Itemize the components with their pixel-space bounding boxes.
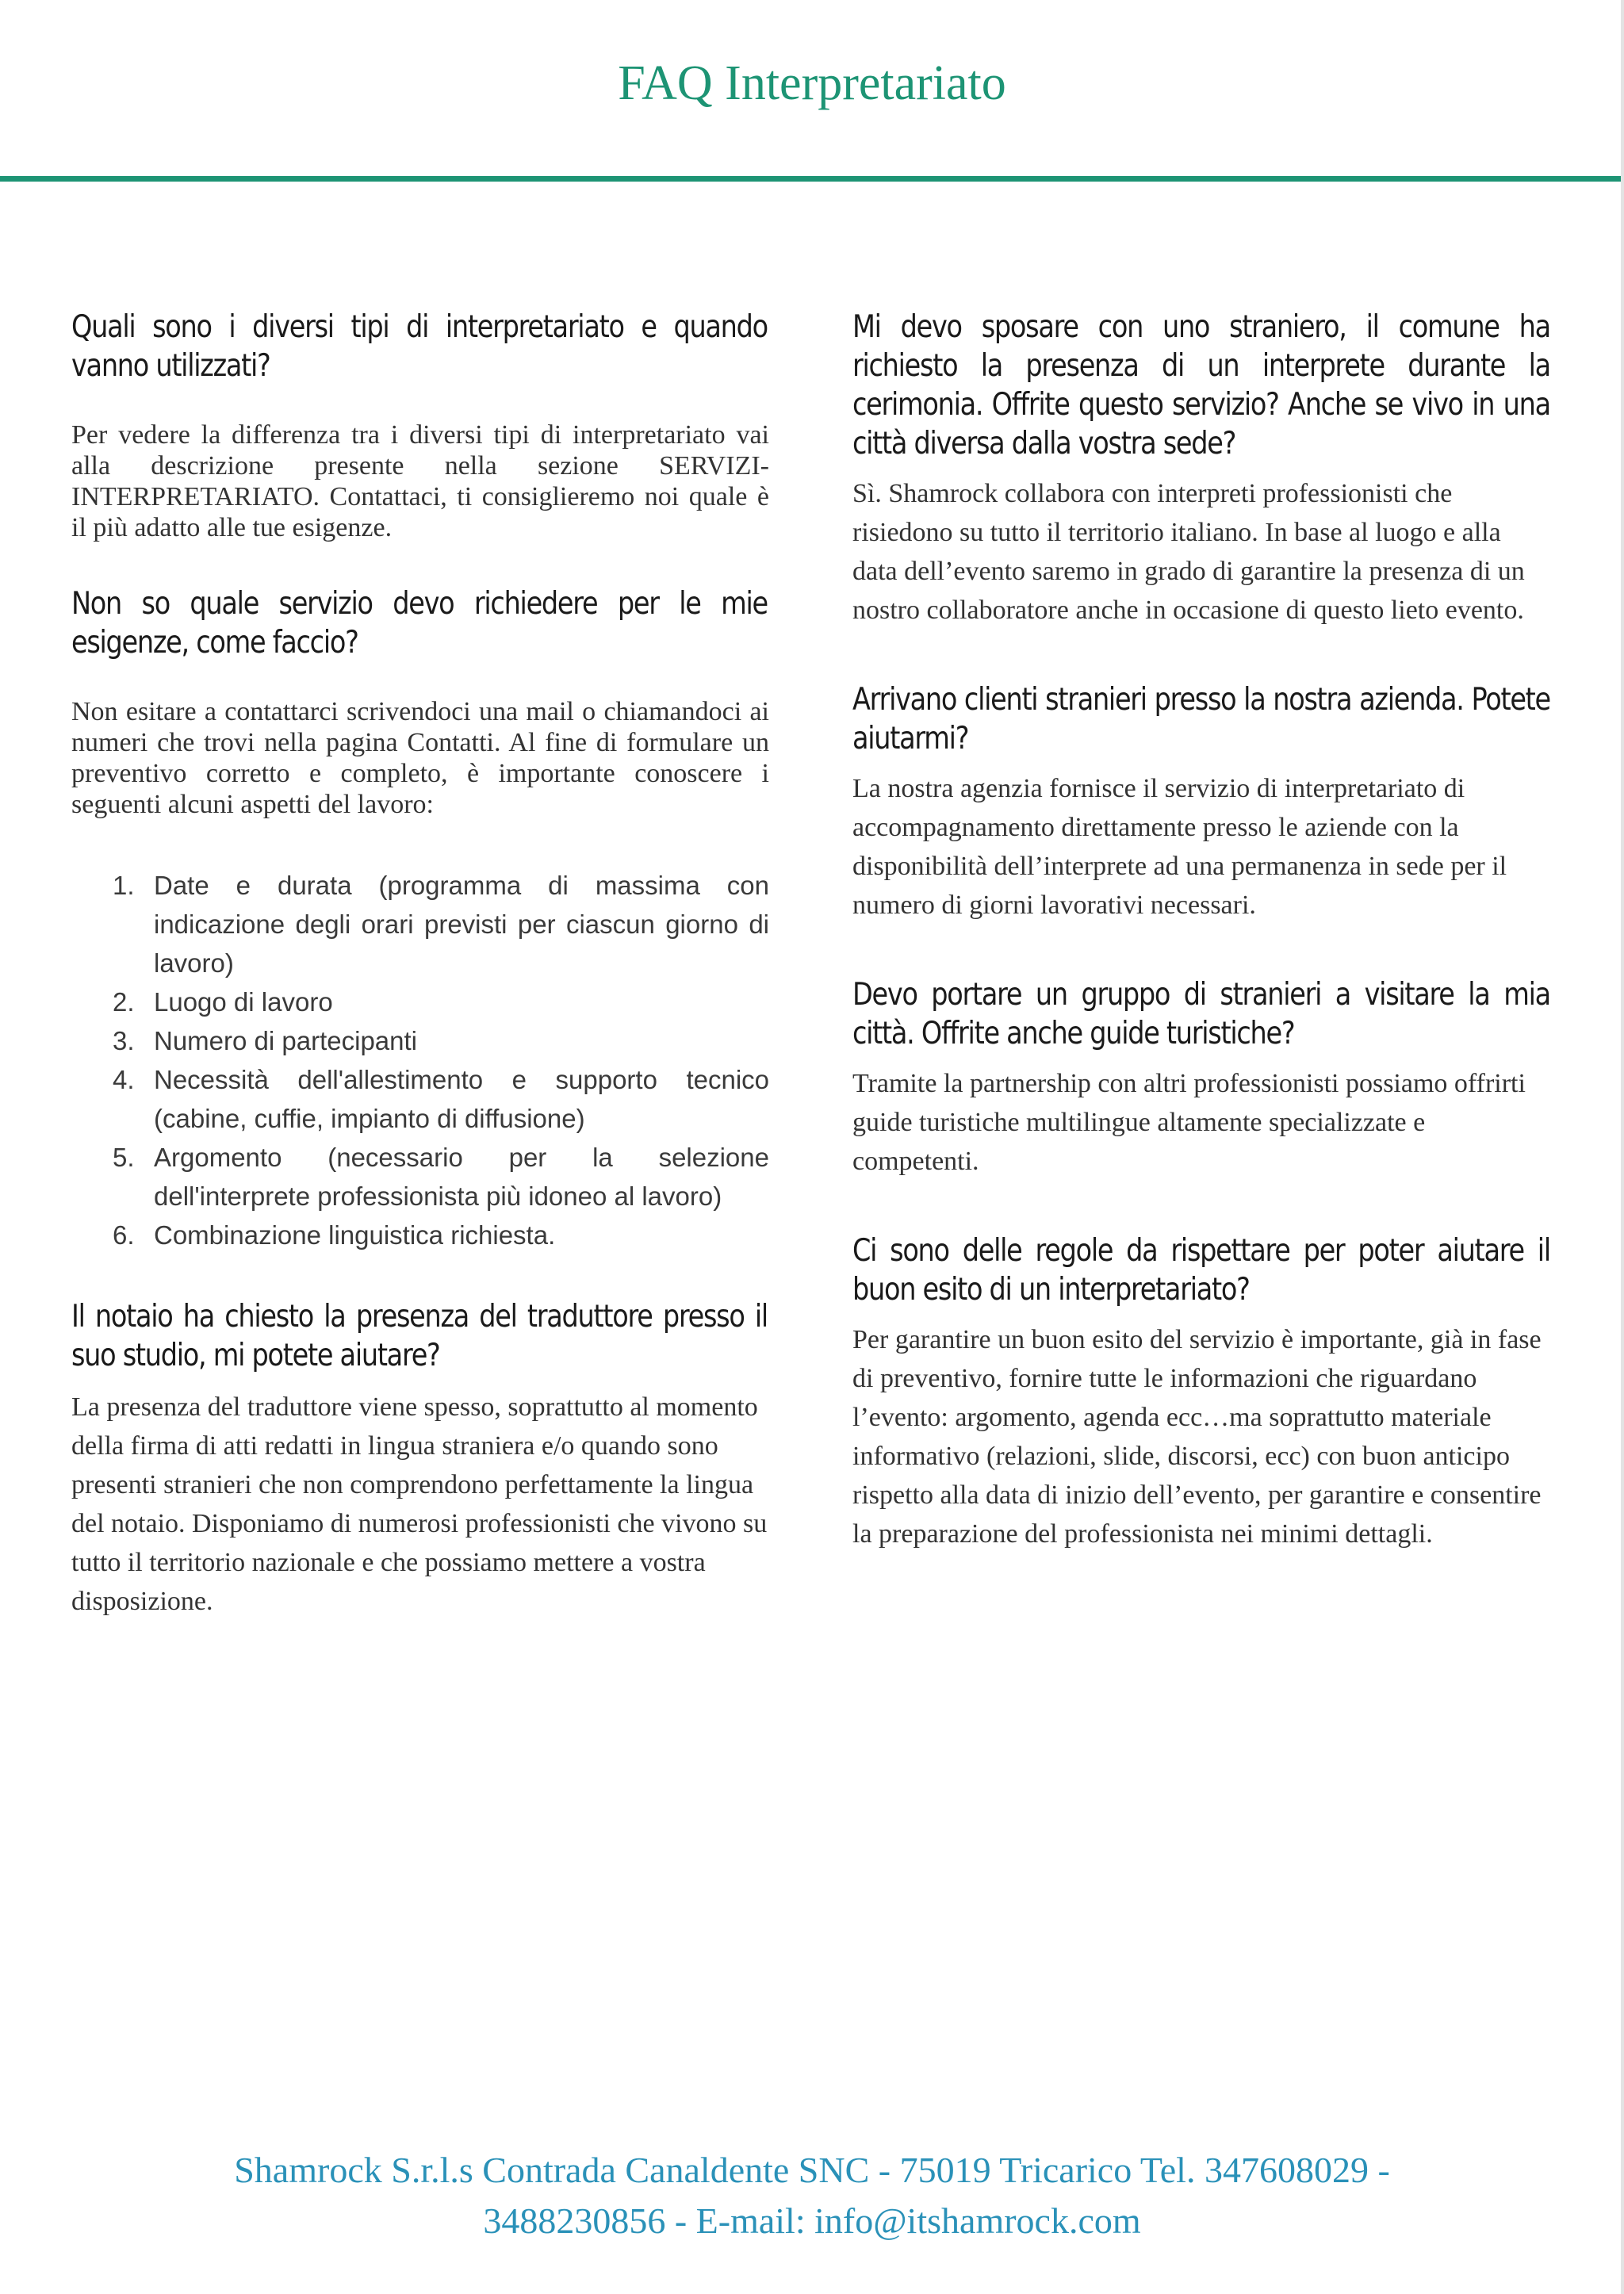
requirements-list — [71, 866, 769, 1254]
page-right-border — [1621, 0, 1624, 2294]
faq-item — [71, 584, 769, 1254]
faq-item — [71, 308, 769, 543]
faq-answer: Per garantire un buon esito del servizio è importante, già in fase di preventivo, fornire tutte le informazioni che riguardano l’evento: argomento, agenda ecc…ma soprattutto materiale informativo (relazioni, slide, discorsi, ecc) con buon anticipo rispetto alla data di inizio dell’evento, per garantire e consentire la preparazione del professionista nei minimi dettagli. — [852, 1325, 1542, 1549]
page-title: FAQ Interpretariato — [618, 56, 1006, 110]
list-number: 3. — [113, 1026, 135, 1055]
list-number: 2. — [113, 987, 135, 1017]
faq-item — [852, 680, 1552, 925]
list-text: Luogo di lavoro — [154, 987, 333, 1017]
faq-answer: Tramite la partnership con altri professionisti possiamo offrirti guide turistiche multilingue altamente specializzate e competenti. — [852, 1069, 1526, 1176]
faq-question: Arrivano clienti stranieri presso la nostra azienda. Potete aiutarmi? — [852, 682, 1550, 756]
faq-answer: Sì. Shamrock collabora con interpreti professionisti che risiedono su tutto il territorio italiano. In base al luogo e alla data dell’evento saremo in grado di garantire la presenza di un nostro collaboratore anche in occasione di questo lieto evento. — [852, 479, 1525, 625]
footer-contact-line: 3488230856 - E-mail: info@itshamrock.com — [483, 2200, 1141, 2241]
faq-answer: La presenza del traduttore viene spesso, soprattutto al momento della firma di atti redatti in lingua straniera e/o quando sono presenti stranieri che non comprendono perfettamente la lingua del notaio. Disponiamo di numerosi professionisti che vivono su tutto il territorio nazionale e che possiamo mettere a vostra disposizione. — [71, 1392, 768, 1616]
faq-question: Il notaio ha chiesto la presenza del traduttore presso il suo studio, mi potete aiutare? — [71, 1299, 768, 1373]
page-footer — [0, 2145, 1624, 2246]
faq-question: Devo portare un gruppo di stranieri a visitare la mia città. Offrite anche guide turistiche? — [852, 977, 1550, 1051]
list-number: 1. — [113, 871, 135, 900]
faq-answer: Non esitare a contattarci scrivendoci una mail o chiamandoci ai numeri che trovi nella pagina Contatti. Al fine di formulare un preventivo corretto e completo, è importante conoscere i seguenti alcuni aspetti del lavoro: — [71, 697, 769, 819]
list-text: Date e durata (programma di massima con indicazione degli orari previsti per ciascun giorno di lavoro) — [154, 871, 769, 978]
page-header — [0, 0, 1624, 184]
list-item — [71, 1021, 769, 1060]
list-text: Combinazione linguistica richiesta. — [154, 1220, 556, 1250]
faq-answer: Per vedere la differenza tra i diversi tipi di interpretariato vai alla descrizione presente nella sezione SERVIZI- INTERPRETARIATO. Contattaci, ti consiglieremo noi quale è il più adatto alle tue esigenze. — [71, 420, 769, 542]
faq-item — [852, 308, 1552, 630]
left-column — [71, 308, 769, 1621]
faq-question: Mi devo sposare con uno straniero, il comune ha richiesto la presenza di un interprete durante la cerimonia. Offrite questo servizio? Anche se vivo in una città diversa dalla vostra sede? — [852, 309, 1550, 461]
list-item — [71, 1060, 769, 1138]
faq-question: Ci sono delle regole da rispettare per poter aiutare il buon esito di un interpretariato? — [852, 1233, 1550, 1308]
right-column — [852, 308, 1552, 1553]
list-text: Numero di partecipanti — [154, 1026, 417, 1055]
faq-answer: La nostra agenzia fornisce il servizio di interpretariato di accompagnamento direttamente presso le aziende con la disponibilità dell’interprete ad una permanenza in sede per il numero di giorni lavorativi necessari. — [852, 774, 1507, 920]
list-text: Necessità dell'allestimento e supporto tecnico (cabine, cuffie, impianto di diffusione) — [154, 1065, 769, 1133]
faq-item — [852, 975, 1552, 1181]
faq-question: Non so quale servizio devo richiedere per le mie esigenze, come faccio? — [71, 586, 768, 661]
header-divider — [0, 176, 1621, 182]
list-number: 6. — [113, 1220, 135, 1250]
footer-address-line: Shamrock S.r.l.s Contrada Canaldente SNC - 75019 Tricarico Tel. 347608029 - — [234, 2150, 1390, 2190]
list-item — [71, 982, 769, 1021]
faq-question: Quali sono i diversi tipi di interpretariato e quando vanno utilizzati? — [71, 309, 768, 384]
list-number: 4. — [113, 1065, 135, 1094]
list-number: 5. — [113, 1143, 135, 1172]
list-item — [71, 866, 769, 982]
faq-item — [852, 1231, 1552, 1553]
list-text: Argomento (necessario per la selezione dell'interprete professionista più idoneo al lavoro) — [154, 1143, 769, 1211]
faq-item — [71, 1297, 769, 1621]
list-item — [71, 1138, 769, 1216]
list-item — [71, 1216, 769, 1254]
